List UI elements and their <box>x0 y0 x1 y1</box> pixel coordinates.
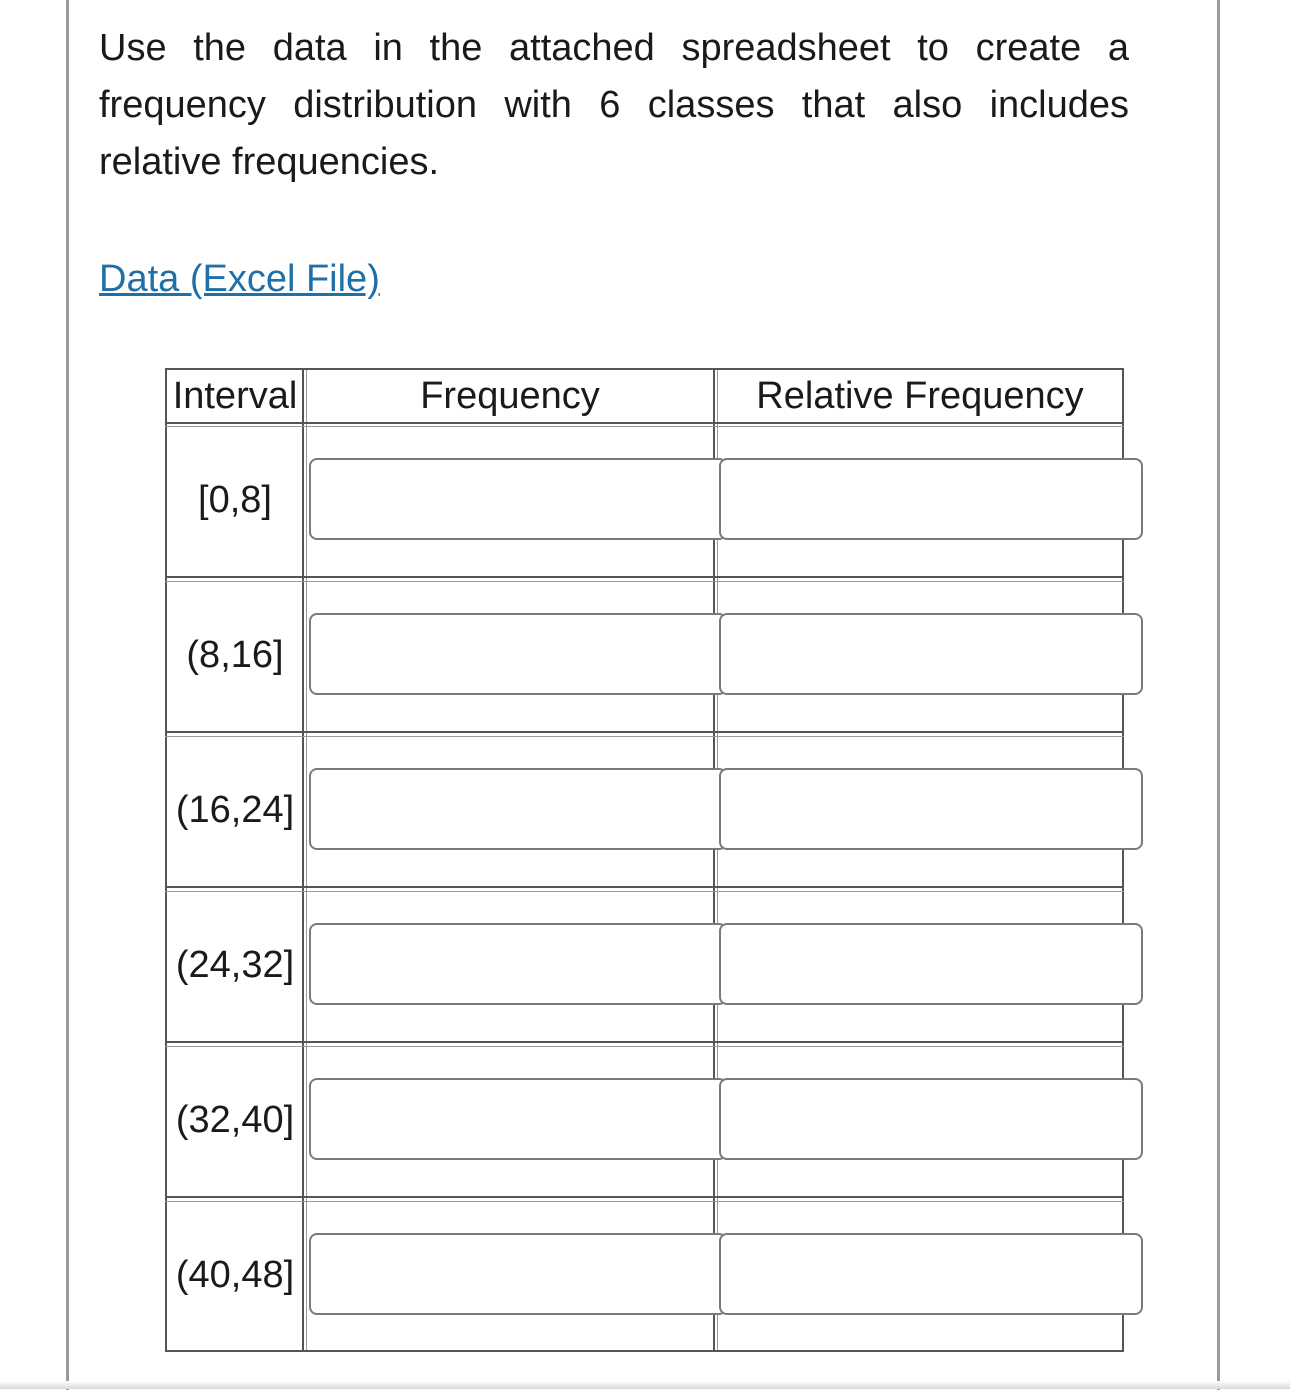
relative-frequency-input[interactable] <box>719 1078 1143 1160</box>
frequency-input[interactable] <box>309 768 727 850</box>
data-excel-file-link[interactable]: Data (Excel File) <box>99 258 380 300</box>
row-divider <box>165 576 1124 578</box>
relative-frequency-input[interactable] <box>719 923 1143 1005</box>
frequency-input[interactable] <box>309 613 727 695</box>
interval-label: (24,32] <box>175 944 295 986</box>
interval-label: (8,16] <box>186 634 284 676</box>
header-relative-frequency: Relative Frequency <box>756 375 1084 417</box>
question-text: Use the data in the attached spreadsheet to create a frequency distribution with 6 classes that also includes relative frequencies. <box>99 27 1129 183</box>
interval-label: (16,24] <box>175 789 295 831</box>
frequency-input[interactable] <box>309 1078 727 1160</box>
relative-frequency-input[interactable] <box>719 1233 1143 1315</box>
interval-label: [0,8] <box>198 479 272 521</box>
table-border-bottom <box>165 1350 1124 1352</box>
header-interval: Interval <box>172 375 298 417</box>
row-divider <box>165 1041 1124 1043</box>
row-divider <box>165 891 1124 892</box>
relative-frequency-input[interactable] <box>719 613 1143 695</box>
interval-label: (32,40] <box>175 1099 295 1141</box>
row-divider <box>165 422 1124 424</box>
row-divider <box>165 1201 1124 1202</box>
interval-label: (40,48] <box>175 1254 295 1296</box>
frequency-input[interactable] <box>309 1233 727 1315</box>
frequency-input[interactable] <box>309 923 727 1005</box>
column-divider <box>306 369 307 1352</box>
row-divider <box>165 1196 1124 1198</box>
content-frame <box>66 0 1220 1390</box>
row-divider <box>165 581 1124 582</box>
row-divider <box>165 1046 1124 1047</box>
row-divider <box>165 731 1124 733</box>
row-divider <box>165 886 1124 888</box>
row-divider <box>165 426 1124 427</box>
row-divider <box>165 736 1124 737</box>
frequency-input[interactable] <box>309 458 727 540</box>
bottom-shadow <box>0 1381 1290 1389</box>
header-frequency: Frequency <box>420 375 600 417</box>
relative-frequency-input[interactable] <box>719 458 1143 540</box>
relative-frequency-input[interactable] <box>719 768 1143 850</box>
